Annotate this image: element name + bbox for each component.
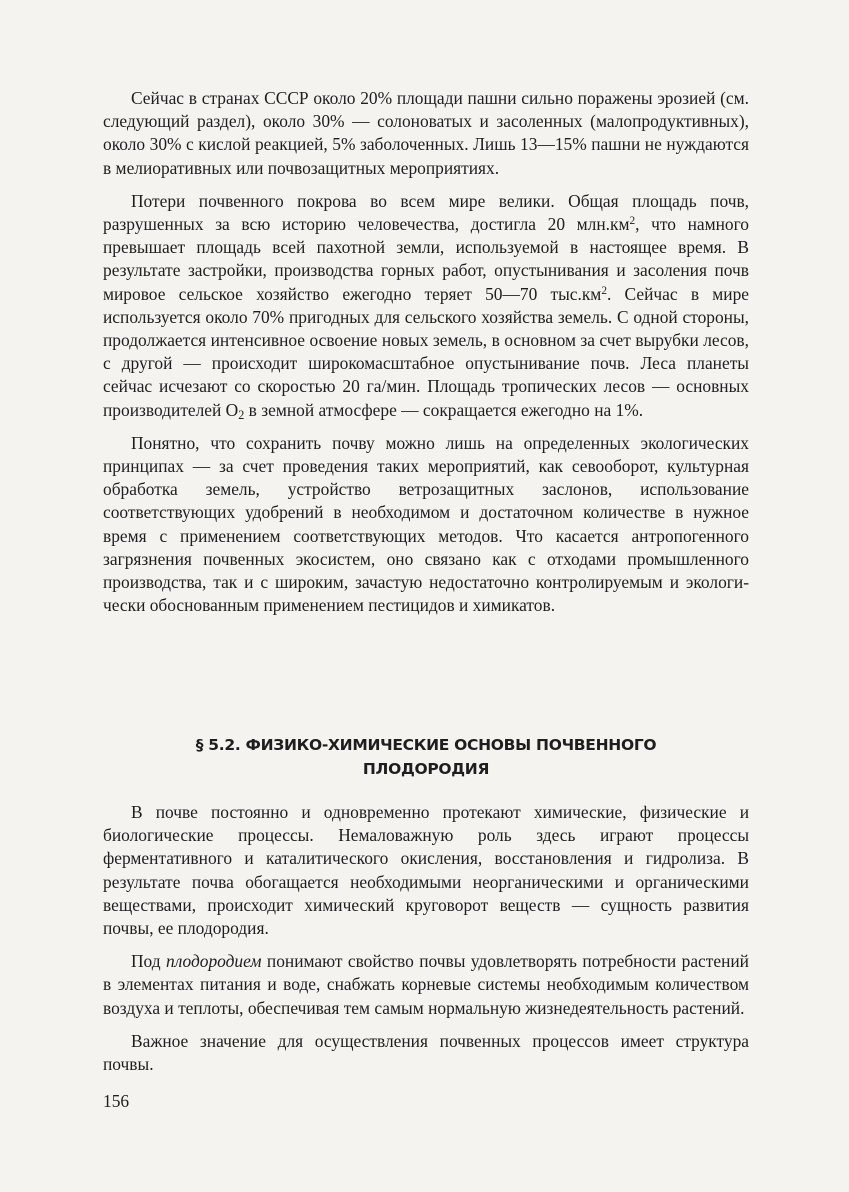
text-run: , что намного превышает площадь всей пахотной земли, используемой в настоящее время. В результате застройки, производства горных работ, опустынивания и засоления почв мировое сельское хозяйство ежегодно теряет 50—70 тыс.км [103,214,749,304]
page-number: 156 [103,1091,130,1111]
text-block-bottom [103,801,749,1076]
italic-term: плодородием [166,951,262,972]
section-heading [103,733,749,781]
text-run: . Сейчас в мире используется около 70% пригодных для сельского хозяйства земель. С одной стороны, продолжается интенсивное освоение новых земель, в основном за счет вырубки лесов, с другой — происходит широкомасштабное опустынивание почв. Леса планеты сейчас исчезают со скоростью 20 га/мин. Площадь тропических лесов — основных производителей O [103,283,749,420]
text-run: в земной атмосфере — сокращается ежегодно на 1%. [244,399,644,420]
superscript: 2 [601,284,607,297]
text-run: понимают свойство почвы удовлетворять потребности растений в элементах питания и воде, снабжать корневые системы необходимым количеством воздуха и теплоты, обеспечивая тем самым нормальную жизнедеятельность растений. [103,951,749,1018]
subscript: 2 [238,407,245,422]
paragraph: В почве постоянно и одновременно протекают химические, физические и биологические процессы. Немаловажную роль здесь играют процессы ферментативного и каталитического окисления, восстановления и гидролиза. В результате почва обогащается необходимыми неорганическими и органическими веществами, происходит химический круговорот веществ — сущность развития почвы, ее плодородия. [103,802,749,939]
paragraph [103,950,749,1020]
text-run: Под [131,951,166,972]
paragraph: Понятно, что сохранить почву можно лишь на определенных экологических принципах — за счет проведения таких мероприятий, как севооборот, культурная обработка земель, устройство ветрозащитных заслонов, использование соответствующих удобрений в необходимом и достаточном количестве в нужное время с применением соответствующих методов. Что касается антропогенного загрязнения почвенных экосистем, оно связано как с отходами промышленного производства, так и с широким, зачастую недостаточно контролируемым и экологически обоснованным применением пестицидов и химикатов. [103,432,749,616]
section-heading-line: § 5.2. ФИЗИКО-ХИМИЧЕСКИЕ ОСНОВЫ ПОЧВЕННОГО [195,736,657,754]
paragraph [103,190,749,422]
paragraph: Важное значение для осуществления почвенных процессов имеет структура почвы. [103,1030,749,1075]
superscript: 2 [629,214,636,227]
paragraph: Сейчас в странах СССР около 20% площади пашни сильно поражены эрозией (см. следующий раздел), около 30% — солоноватых и засоленных (малопродуктивных), около 30% с кислой реакцией, 5% заболоченных. Лишь 13—15% пашни не нуждаются в мелиоративных или почвозащитных мероприятиях. [103,88,749,178]
text-run: Потери почвенного покрова во всем мире велики. Общая площадь почв, разрушенных за всю историю человечества, достигла 20 млн.км [103,190,749,235]
section-heading-line: ПЛОДОРОДИЯ [362,760,490,778]
text-block-top [103,87,749,617]
